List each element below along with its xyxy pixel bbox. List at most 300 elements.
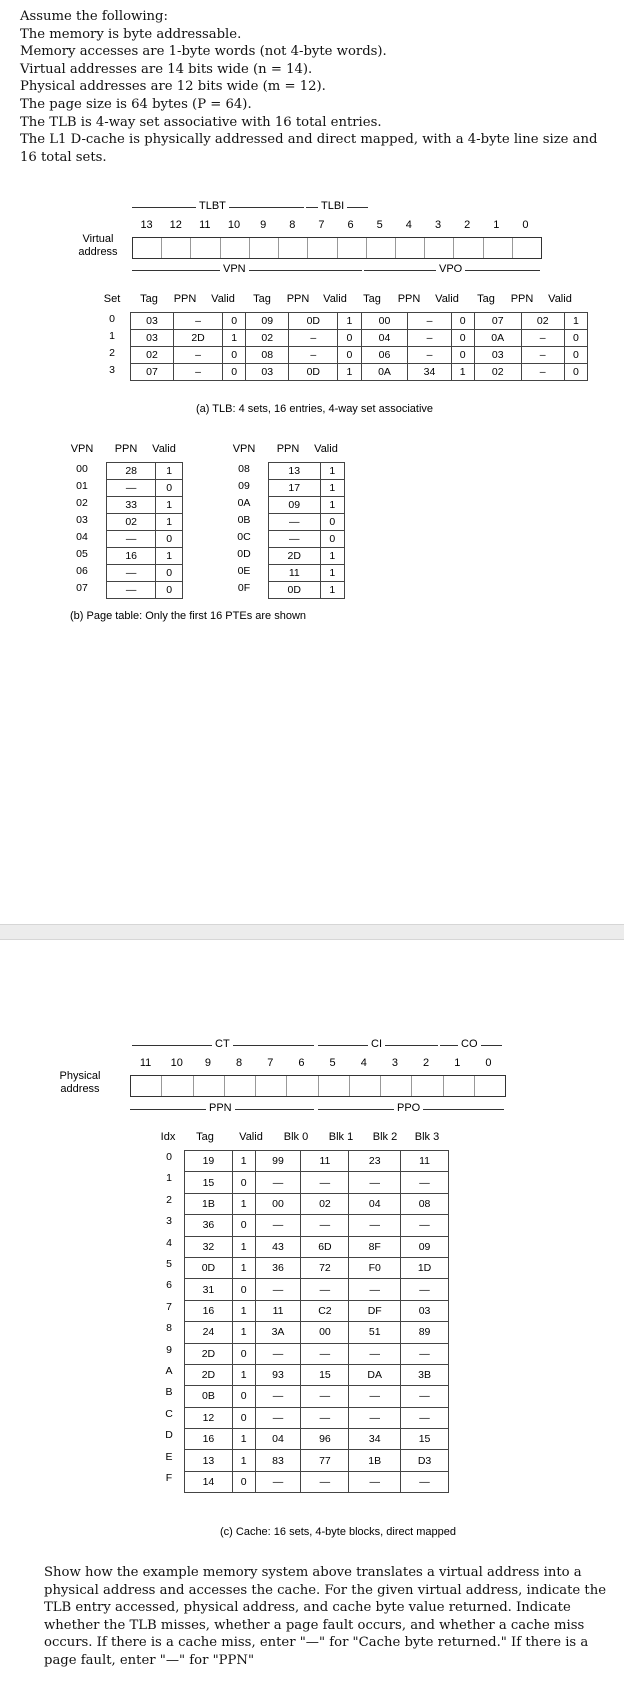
cache-cell: 1D bbox=[401, 1257, 449, 1278]
physical-label-line: address bbox=[60, 1083, 100, 1095]
cache-cell: 1 bbox=[232, 1364, 255, 1385]
tlb-cell: 0 bbox=[223, 313, 246, 330]
cache-index: 8 bbox=[166, 1322, 172, 1335]
cache-cell: D3 bbox=[401, 1450, 449, 1471]
page-table-row bbox=[269, 497, 345, 514]
cache-cell: 1 bbox=[232, 1429, 255, 1450]
tlb-cell: 0A bbox=[474, 330, 521, 347]
bit-number: 6 bbox=[347, 219, 354, 231]
page-table-vpn: 05 bbox=[76, 548, 88, 560]
page-table-valid: 1 bbox=[320, 565, 344, 582]
cache-index: A bbox=[165, 1365, 173, 1377]
bit-cell bbox=[250, 238, 279, 258]
tlb-cell: 08 bbox=[246, 347, 289, 364]
cache-header-cell: Valid bbox=[239, 1131, 263, 1143]
cache-cell: — bbox=[255, 1407, 301, 1428]
cache-cell: 1 bbox=[232, 1193, 255, 1214]
cache-row bbox=[185, 1215, 449, 1236]
cache-cell: 09 bbox=[401, 1236, 449, 1257]
bit-cell bbox=[425, 238, 454, 258]
co-label: CO bbox=[458, 1038, 481, 1050]
cache-cell: 13 bbox=[185, 1450, 233, 1471]
cache-cell: — bbox=[401, 1172, 449, 1193]
cache-cell: 1 bbox=[232, 1300, 255, 1321]
bit-number: 3 bbox=[434, 219, 442, 231]
cache-cell: — bbox=[255, 1279, 301, 1300]
cache-index: 3 bbox=[166, 1215, 172, 1228]
tlbi-label: TLBI bbox=[318, 200, 347, 212]
cache-cell: 1 bbox=[232, 1450, 255, 1471]
cache-cell: 0 bbox=[232, 1215, 255, 1236]
bit-cell bbox=[225, 1076, 256, 1096]
page-table-row bbox=[107, 531, 183, 548]
page-table-vpn: 0C bbox=[237, 531, 251, 543]
page-table-valid: 1 bbox=[320, 497, 344, 514]
cache-cell: 1 bbox=[232, 1257, 255, 1278]
cache-cell: — bbox=[401, 1471, 449, 1492]
tlb-cell: 03 bbox=[474, 347, 521, 364]
cache-cell: 12 bbox=[185, 1407, 233, 1428]
page-table-ppn: 33 bbox=[107, 497, 156, 514]
tlb-header-cell: PPN bbox=[286, 293, 310, 305]
page-table-vpn: 0A bbox=[237, 497, 251, 509]
bit-number: 0 bbox=[522, 219, 529, 231]
tlb-cell: 02 bbox=[131, 347, 174, 364]
tlb-cell: 03 bbox=[131, 330, 174, 347]
page-table-valid: 1 bbox=[156, 463, 183, 480]
cache-cell: 6D bbox=[301, 1236, 349, 1257]
tlb-cell: – bbox=[408, 313, 451, 330]
vpo-label: VPO bbox=[436, 263, 465, 275]
cache-cell: — bbox=[349, 1407, 401, 1428]
page-table-vpn: 0F bbox=[237, 582, 251, 594]
cache-cell: — bbox=[255, 1343, 301, 1364]
cache-cell: 1B bbox=[185, 1193, 233, 1214]
cache-cell: 15 bbox=[401, 1429, 449, 1450]
tlb-header-cell: Valid bbox=[323, 293, 347, 305]
cache-cell: 83 bbox=[255, 1450, 301, 1471]
cache-cell: DA bbox=[349, 1364, 401, 1385]
physical-address-label bbox=[50, 1070, 110, 1096]
tlb-cell: – bbox=[521, 330, 564, 347]
cache-row bbox=[185, 1471, 449, 1492]
cache-cell: — bbox=[349, 1215, 401, 1236]
page-table-row bbox=[269, 565, 345, 582]
cache-cell: 1B bbox=[349, 1450, 401, 1471]
cache-cell: 11 bbox=[255, 1300, 301, 1321]
bit-number: 9 bbox=[260, 219, 267, 231]
page-table-row bbox=[269, 548, 345, 565]
cache-index: 9 bbox=[166, 1343, 172, 1356]
tlb-row bbox=[131, 364, 588, 381]
page-table-row bbox=[107, 582, 183, 599]
cache-cell: 96 bbox=[301, 1429, 349, 1450]
cache-cell: 36 bbox=[255, 1257, 301, 1278]
cache-cell: 08 bbox=[401, 1193, 449, 1214]
cache-row bbox=[185, 1151, 449, 1172]
cache-index: D bbox=[165, 1429, 173, 1442]
cache-index: E bbox=[165, 1450, 173, 1463]
cache-cell: — bbox=[401, 1386, 449, 1407]
tlb-cell: 0 bbox=[564, 330, 587, 347]
page-table-ppn: 13 bbox=[269, 463, 321, 480]
page-table-row bbox=[107, 480, 183, 497]
cache-cell: 16 bbox=[185, 1300, 233, 1321]
page-table-valid: 1 bbox=[320, 582, 344, 599]
cache-cell: 1 bbox=[232, 1322, 255, 1343]
tlb-cell: 0A bbox=[361, 364, 408, 381]
intro-line: Physical addresses are 12 bits wide (m = 12). bbox=[20, 79, 326, 95]
page-table-vpn: 0D bbox=[237, 548, 251, 560]
bit-cell bbox=[484, 238, 513, 258]
page-table-valid: 0 bbox=[156, 582, 183, 599]
intro-text bbox=[20, 8, 610, 166]
bit-cell bbox=[287, 1076, 318, 1096]
bit-cell bbox=[454, 238, 483, 258]
cache-cell: — bbox=[301, 1386, 349, 1407]
cache-cell: 02 bbox=[301, 1193, 349, 1214]
bit-cell bbox=[221, 238, 250, 258]
cache-cell: — bbox=[301, 1471, 349, 1492]
tlb-cell: 0 bbox=[338, 330, 361, 347]
intro-line: The memory is byte addressable. bbox=[20, 26, 242, 42]
cache-cell: 16 bbox=[185, 1429, 233, 1450]
page-table-ppn: — bbox=[269, 514, 321, 531]
question-text: Show how the example memory system above translates a virtual address into a physical address and accesses the cache. For the given virtual address, indicate the TLB entry accessed, physical address, and cache byte value returned. Indicate whether the TLB misses, whether a page fault occurs, and whether a cache miss occurs. If there is a cache miss, enter "—" for "Cache byte returned." If there is a page fault, enter "—" for "PPN" bbox=[44, 1565, 607, 1668]
tlbt-label: TLBT bbox=[196, 200, 229, 212]
cache-cell: 3A bbox=[255, 1322, 301, 1343]
page-table-ppn: 28 bbox=[107, 463, 156, 480]
cache-row bbox=[185, 1322, 449, 1343]
page-table-vpn: 00 bbox=[76, 463, 88, 475]
cache-row bbox=[185, 1257, 449, 1278]
page-table-vpn: 07 bbox=[76, 582, 88, 594]
cache-cell: 23 bbox=[349, 1151, 401, 1172]
bit-number: 4 bbox=[360, 1057, 367, 1069]
page-table-valid: 1 bbox=[156, 514, 183, 531]
cache-cell: 72 bbox=[301, 1257, 349, 1278]
tlb-cell: 1 bbox=[451, 364, 474, 381]
bit-cell bbox=[131, 1076, 162, 1096]
bit-number: 3 bbox=[391, 1057, 398, 1069]
page-table-valid: 0 bbox=[156, 480, 183, 497]
bit-number: 5 bbox=[329, 1057, 336, 1069]
page-table-row bbox=[269, 582, 345, 599]
tlb-cell: 0 bbox=[451, 313, 474, 330]
cache-cell: — bbox=[301, 1172, 349, 1193]
cache-cell: 32 bbox=[185, 1236, 233, 1257]
page-table-vpn: 06 bbox=[76, 565, 88, 577]
bit-cell bbox=[396, 238, 425, 258]
page-table-header-cell: Valid bbox=[152, 443, 176, 455]
tlb-cell: 0D bbox=[289, 364, 338, 381]
ppn-label: PPN bbox=[206, 1102, 235, 1114]
bit-cell bbox=[412, 1076, 443, 1096]
cache-index: 0 bbox=[166, 1151, 172, 1163]
bit-number: 8 bbox=[289, 219, 296, 231]
cache-header-cell: Tag bbox=[196, 1131, 214, 1143]
page-table-ppn: 09 bbox=[269, 497, 321, 514]
cache-cell: 11 bbox=[401, 1151, 449, 1172]
cache-cell: — bbox=[401, 1407, 449, 1428]
intro-line: Assume the following: bbox=[20, 9, 168, 24]
page-table-ppn: 02 bbox=[107, 514, 156, 531]
tlb-cell: 1 bbox=[223, 330, 246, 347]
bit-cell bbox=[338, 238, 367, 258]
cache-cell: — bbox=[301, 1407, 349, 1428]
tlb-cell: 07 bbox=[474, 313, 521, 330]
tlb-set-number: 0 bbox=[109, 313, 115, 325]
tlb-header-cell: Tag bbox=[253, 293, 271, 305]
bit-cell bbox=[350, 1076, 381, 1096]
bit-cell bbox=[133, 238, 162, 258]
cache-cell: 2D bbox=[185, 1343, 233, 1364]
tlb-cell: 06 bbox=[361, 347, 408, 364]
cache-cell: — bbox=[255, 1471, 301, 1492]
cache-cell: — bbox=[349, 1279, 401, 1300]
virtual-address-bit-box bbox=[132, 237, 542, 259]
tlb-cell: – bbox=[521, 364, 564, 381]
page-table-row bbox=[107, 565, 183, 582]
page-table-vpn: 02 bbox=[76, 497, 88, 509]
bit-cell bbox=[162, 1076, 193, 1096]
bit-number: 11 bbox=[139, 1057, 152, 1069]
bit-cell bbox=[308, 238, 337, 258]
cache-cell: 0 bbox=[232, 1407, 255, 1428]
cache-cell: DF bbox=[349, 1300, 401, 1321]
cache-row bbox=[185, 1279, 449, 1300]
cache-cell: 0B bbox=[185, 1386, 233, 1407]
tlb-header-cell: Tag bbox=[477, 293, 495, 305]
tlb-header-cell: Valid bbox=[211, 293, 235, 305]
tlb-cell: 02 bbox=[474, 364, 521, 381]
tlb-header-cell: PPN bbox=[510, 293, 534, 305]
bit-number: 1 bbox=[493, 219, 500, 231]
tlb-cell: 0 bbox=[338, 347, 361, 364]
tlb-header-cell: Tag bbox=[140, 293, 158, 305]
cache-cell: 24 bbox=[185, 1322, 233, 1343]
tlb-header-cell: Set bbox=[103, 293, 121, 305]
cache-row bbox=[185, 1429, 449, 1450]
cache-index: F bbox=[165, 1472, 173, 1484]
cache-cell: F0 bbox=[349, 1257, 401, 1278]
tlb-header-cell: PPN bbox=[397, 293, 421, 305]
page-table-right bbox=[268, 462, 345, 599]
cache-header-cell: Blk 1 bbox=[328, 1131, 354, 1143]
cache-cell: 0 bbox=[232, 1279, 255, 1300]
bit-number: 8 bbox=[236, 1057, 243, 1069]
cache-cell: 15 bbox=[301, 1364, 349, 1385]
page-divider bbox=[0, 924, 624, 940]
tlb-cell: 03 bbox=[131, 313, 174, 330]
tlb-cell: – bbox=[521, 347, 564, 364]
cache-row bbox=[185, 1343, 449, 1364]
tlb-header-cell: Valid bbox=[435, 293, 459, 305]
cache-cell: — bbox=[255, 1172, 301, 1193]
page-table-row bbox=[107, 497, 183, 514]
page-table-vpn: 04 bbox=[76, 531, 88, 543]
cache-cell: 15 bbox=[185, 1172, 233, 1193]
cache-header-cell: Blk 2 bbox=[372, 1131, 398, 1143]
bit-cell bbox=[319, 1076, 350, 1096]
cache-index: 4 bbox=[166, 1236, 172, 1249]
cache-header-cell: Blk 3 bbox=[414, 1131, 440, 1143]
cache-cell: 11 bbox=[301, 1151, 349, 1172]
page-table-row bbox=[107, 463, 183, 480]
page-table-valid: 1 bbox=[320, 548, 344, 565]
page-table-ppn: 16 bbox=[107, 548, 156, 565]
cache-cell: — bbox=[401, 1215, 449, 1236]
bit-number: 4 bbox=[405, 219, 412, 231]
cache-table bbox=[184, 1150, 449, 1493]
page-table-row bbox=[269, 463, 345, 480]
cache-cell: 77 bbox=[301, 1450, 349, 1471]
bit-number: 2 bbox=[423, 1057, 430, 1069]
bit-number: 9 bbox=[204, 1057, 211, 1069]
cache-index: 1 bbox=[166, 1172, 172, 1185]
bit-number: 1 bbox=[454, 1057, 461, 1069]
tlb-set-number: 1 bbox=[109, 330, 115, 342]
tlb-cell: – bbox=[408, 347, 451, 364]
tlb-header-cell: Valid bbox=[548, 293, 572, 305]
bit-cell bbox=[191, 238, 220, 258]
bit-number: 0 bbox=[485, 1057, 492, 1069]
cache-row bbox=[185, 1407, 449, 1428]
tlb-cell: 1 bbox=[338, 313, 361, 330]
cache-row bbox=[185, 1386, 449, 1407]
cache-cell: 04 bbox=[349, 1193, 401, 1214]
page-table-row bbox=[269, 514, 345, 531]
page-table-valid: 0 bbox=[156, 531, 183, 548]
bit-cell bbox=[381, 1076, 412, 1096]
cache-cell: 03 bbox=[401, 1300, 449, 1321]
tlb-cell: 02 bbox=[246, 330, 289, 347]
page-table-ppn: — bbox=[269, 531, 321, 548]
tlb-row bbox=[131, 313, 588, 330]
tlb-cell: 0 bbox=[451, 347, 474, 364]
page-table-caption: (b) Page table: Only the first 16 PTEs are shown bbox=[70, 610, 307, 622]
tlb-cell: – bbox=[289, 330, 338, 347]
cache-cell: 0 bbox=[232, 1386, 255, 1407]
cache-index: 5 bbox=[166, 1258, 172, 1270]
tlb-cell: 0 bbox=[223, 347, 246, 364]
intro-line: Memory accesses are 1-byte words (not 4-byte words). bbox=[20, 44, 387, 60]
intro-line: The page size is 64 bytes (P = 64). bbox=[20, 96, 252, 112]
cache-index: C bbox=[165, 1407, 173, 1420]
cache-index: 6 bbox=[166, 1279, 172, 1292]
page-table-ppn: 2D bbox=[269, 548, 321, 565]
page-table-header-cell: PPN bbox=[114, 443, 138, 455]
tlb-cell: – bbox=[174, 347, 223, 364]
tlb-cell: 03 bbox=[246, 364, 289, 381]
tlb-set-number: 3 bbox=[109, 364, 115, 376]
bit-number: 7 bbox=[318, 219, 325, 231]
tlb-cell: 1 bbox=[564, 313, 587, 330]
bit-cell bbox=[444, 1076, 475, 1096]
cache-cell: 99 bbox=[255, 1151, 301, 1172]
cache-cell: — bbox=[349, 1471, 401, 1492]
page-table-ppn: — bbox=[107, 531, 156, 548]
cache-cell: 8F bbox=[349, 1236, 401, 1257]
bit-cell bbox=[367, 238, 396, 258]
page-table-valid: 0 bbox=[320, 531, 344, 548]
tlb-cell: 0 bbox=[451, 330, 474, 347]
bit-cell bbox=[256, 1076, 287, 1096]
tlb-set-number: 2 bbox=[109, 347, 115, 359]
cache-cell: 31 bbox=[185, 1279, 233, 1300]
cache-cell: — bbox=[401, 1279, 449, 1300]
cache-cell: — bbox=[301, 1343, 349, 1364]
tlb-cell: 00 bbox=[361, 313, 408, 330]
page-table-vpn: 08 bbox=[238, 463, 250, 475]
tlb-header-cell: Tag bbox=[363, 293, 381, 305]
tlb-cell: – bbox=[408, 330, 451, 347]
cache-cell: 0D bbox=[185, 1257, 233, 1278]
virtual-label-line: address bbox=[78, 246, 118, 258]
tlb-cell: 09 bbox=[246, 313, 289, 330]
page-table-ppn: — bbox=[107, 480, 156, 497]
page-table-left bbox=[106, 462, 183, 599]
cache-caption: (c) Cache: 16 sets, 4-byte blocks, direct mapped bbox=[220, 1526, 456, 1538]
bit-number: 13 bbox=[140, 219, 153, 231]
page-table-vpn: 01 bbox=[76, 480, 88, 492]
cache-cell: — bbox=[401, 1343, 449, 1364]
bit-cell bbox=[279, 238, 308, 258]
page-table-vpn: 03 bbox=[76, 514, 88, 526]
page-table-valid: 1 bbox=[156, 497, 183, 514]
cache-row bbox=[185, 1236, 449, 1257]
cache-cell: 93 bbox=[255, 1364, 301, 1385]
virtual-label-line: Virtual bbox=[82, 233, 114, 245]
page-table-row bbox=[107, 514, 183, 531]
page-table-vpn: 09 bbox=[238, 480, 250, 492]
cache-cell: 0 bbox=[232, 1172, 255, 1193]
cache-index: 7 bbox=[166, 1300, 172, 1313]
cache-cell: 04 bbox=[255, 1429, 301, 1450]
tlb-cell: 1 bbox=[338, 364, 361, 381]
cache-cell: 2D bbox=[185, 1364, 233, 1385]
bit-cell bbox=[513, 238, 541, 258]
bit-cell bbox=[475, 1076, 505, 1096]
page-table-ppn: 17 bbox=[269, 480, 321, 497]
cache-cell: 89 bbox=[401, 1322, 449, 1343]
cache-cell: 0 bbox=[232, 1343, 255, 1364]
tlb-cell: 0D bbox=[289, 313, 338, 330]
cache-row bbox=[185, 1450, 449, 1471]
page-table-valid: 1 bbox=[156, 548, 183, 565]
cache-cell: C2 bbox=[301, 1300, 349, 1321]
bit-number: 12 bbox=[169, 219, 182, 231]
cache-index: B bbox=[165, 1386, 173, 1399]
tlb-cell: 02 bbox=[521, 313, 564, 330]
page-table-ppn: 0D bbox=[269, 582, 321, 599]
tlb-cell: – bbox=[174, 313, 223, 330]
tlb-table bbox=[130, 312, 588, 381]
tlb-cell: – bbox=[174, 364, 223, 381]
virtual-address-label bbox=[68, 233, 128, 259]
bit-cell bbox=[162, 238, 191, 258]
intro-line: The TLB is 4-way set associative with 16 total entries. bbox=[20, 114, 382, 130]
page-table-row bbox=[107, 548, 183, 565]
cache-cell: 00 bbox=[255, 1193, 301, 1214]
page-table-header-cell: Valid bbox=[314, 443, 338, 455]
cache-header-cell: Idx bbox=[160, 1131, 176, 1143]
cache-row bbox=[185, 1300, 449, 1321]
cache-row bbox=[185, 1172, 449, 1193]
tlb-header-cell: PPN bbox=[173, 293, 197, 305]
cache-cell: 1 bbox=[232, 1151, 255, 1172]
page-table-header-cell: VPN bbox=[232, 443, 256, 455]
